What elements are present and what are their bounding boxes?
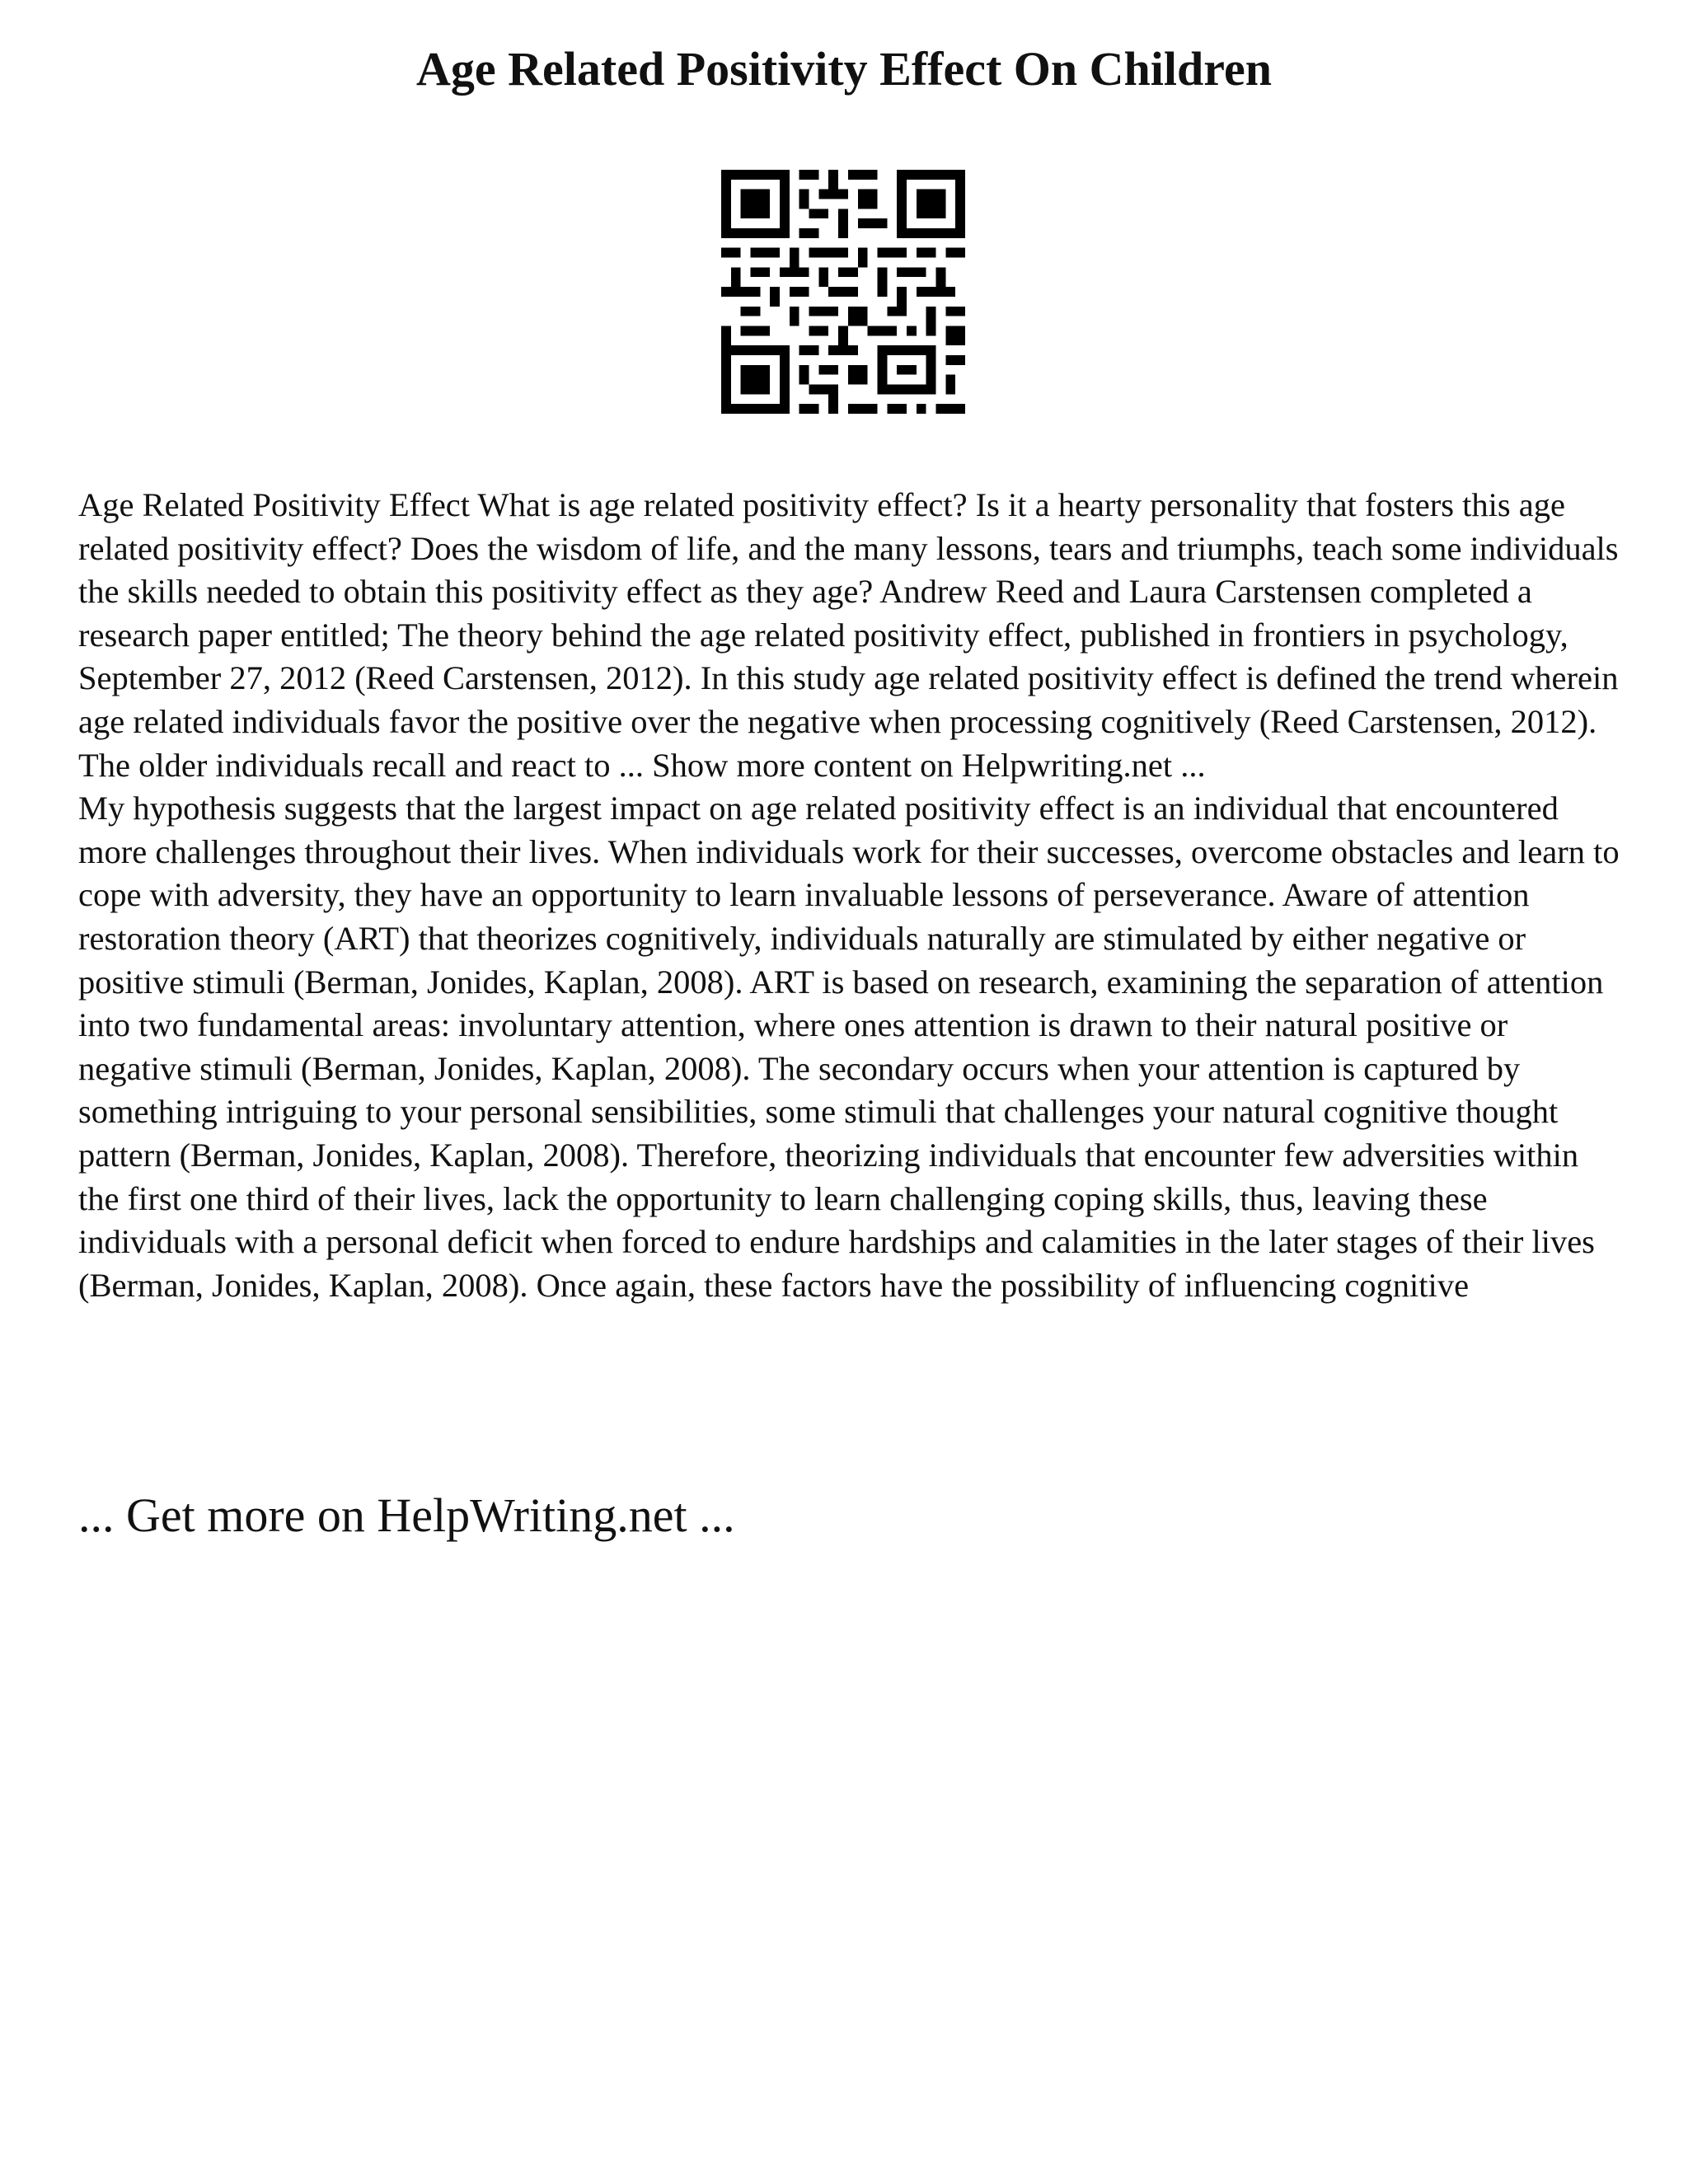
paragraph-hypothesis: My hypothesis suggests that the largest impact on age related positivity effect is an individual that encountered more challenges throughout their lives. When individuals work for their successes, overcome obstacles and learn to cope with adversity, they have an opportunity to learn invaluable lessons of perseverance. Aware of attention restoration theory (ART) that theorizes cognitively, individuals naturally are stimulated by either negative or positive stimuli (Berman, Jonides, Kaplan, 2008). ART is based on research, examining the separation of attention into two fundamental areas: involuntary attention, where ones attention is drawn to their natural positive or negative stimuli (Berman, Jonides, Kaplan, 2008). The secondary occurs when your attention is captured by something intriguing to your personal sensibilities, some stimuli that challenges your natural cognitive thought pattern (Berman, Jonides, Kaplan, 2008). Therefore, theorizing individuals that encounter few adversities within the first one third of their lives, lack the opportunity to learn challenging coping skills, thus, leaving these individuals with a personal deficit when forced to endure hardships and calamities in the later stages of their lives (Berman, Jonides, Kaplan, 2008). Once again, these factors have the possibility of influencing cognitive: [78, 790, 1620, 1304]
qr-code-icon: [721, 170, 965, 414]
document-body: [78, 484, 1620, 1307]
paragraph-intro: Age Related Positivity Effect What is age related positivity effect? Is it a hearty personality that fosters this age related positivity effect? Does the wisdom of life, and the many lessons, tears and triumphs, teach some individuals the skills needed to obtain this positivity effect as they age? Andrew Reed and Laura Carstensen completed a research paper entitled; The theory behind the age related positivity effect, published in frontiers in psychology, September 27, 2012 (Reed Carstensen, 2012). In this study age related positivity effect is defined the trend wherein age related individuals favor the positive over the negative when processing cognitively (Reed Carstensen, 2012). The older individuals recall and react to ... Show more content on Helpwriting.net ...: [78, 486, 1619, 784]
document-title: Age Related Positivity Effect On Children: [416, 42, 1272, 96]
qr-code: [721, 170, 965, 414]
get-more-link[interactable]: ... Get more on HelpWriting.net ...: [78, 1488, 735, 1542]
